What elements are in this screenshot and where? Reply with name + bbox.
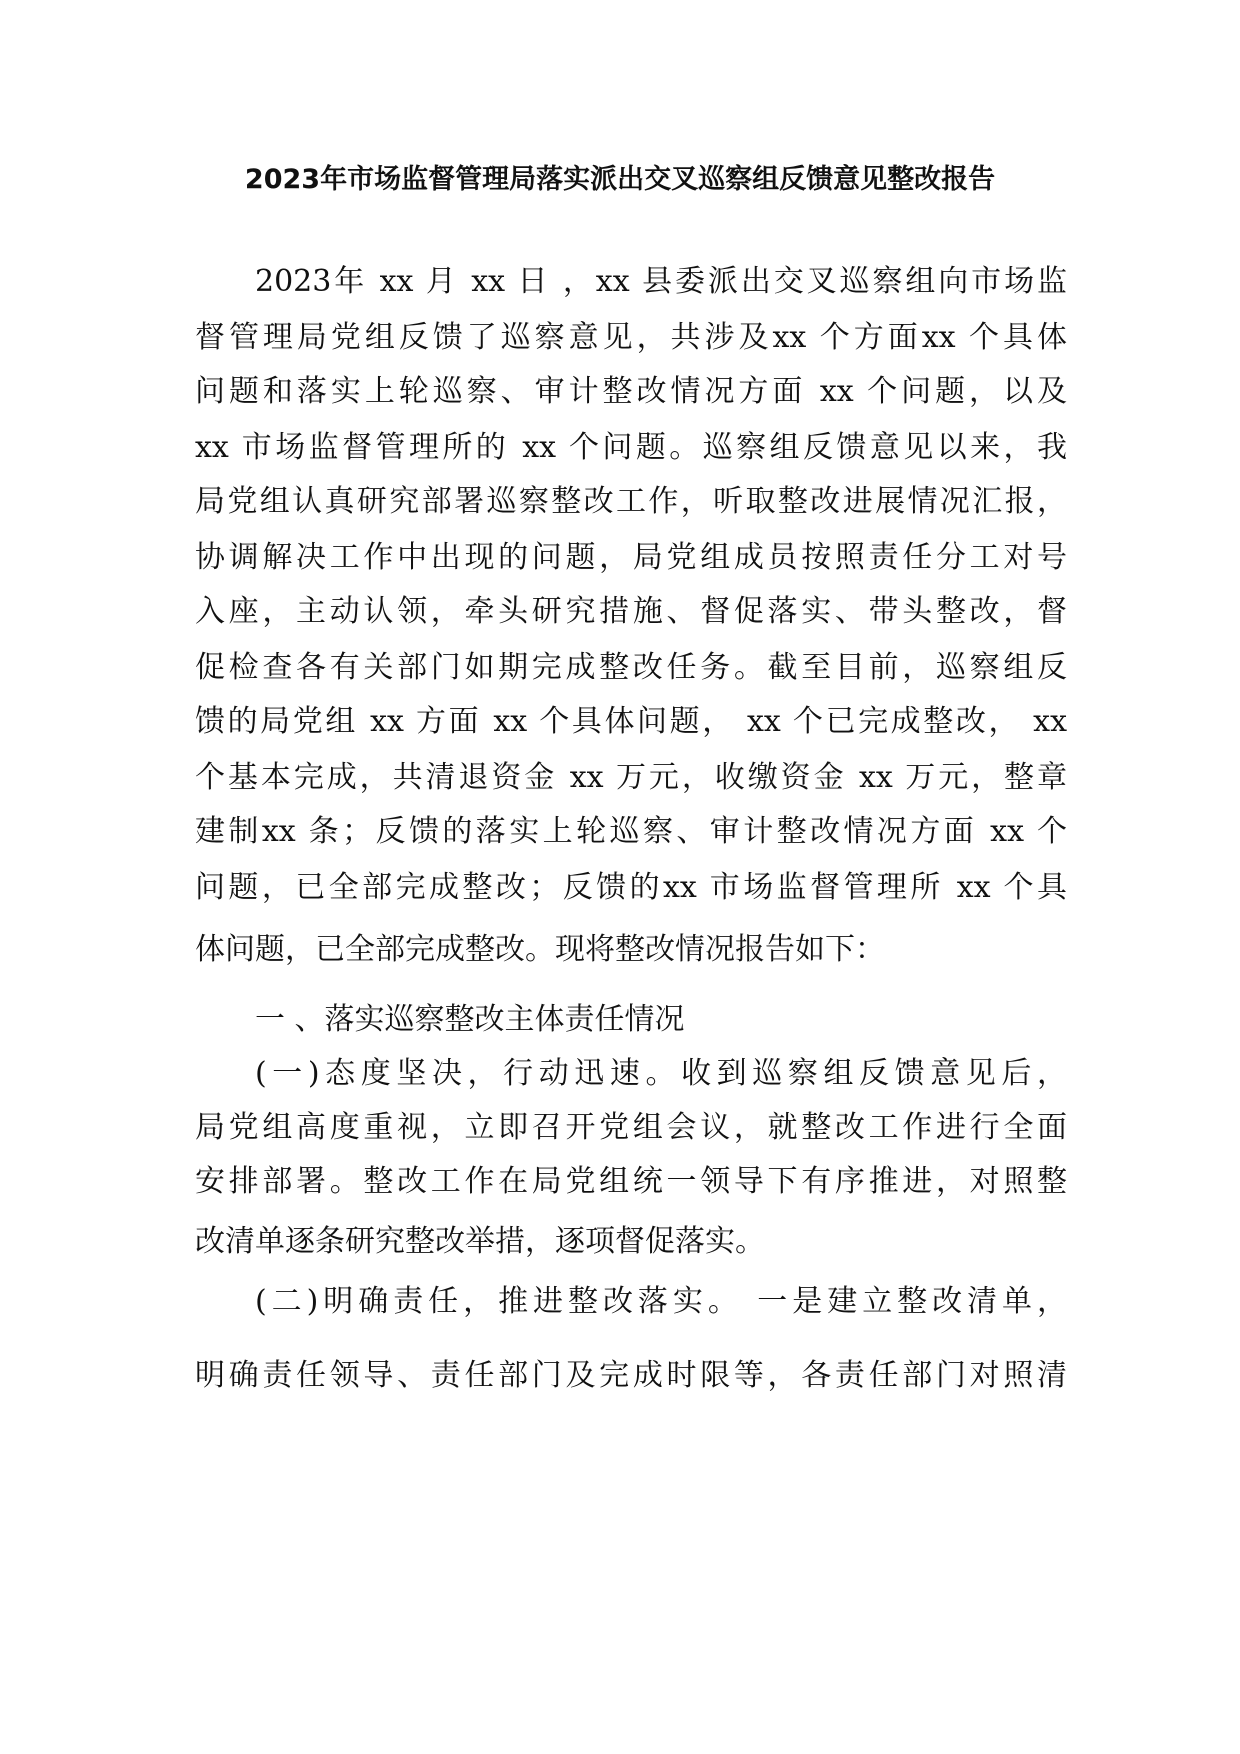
paragraph-line: 安排部署。整改工作在局党组统一领导下有序推进，对照整	[195, 1164, 1067, 1199]
paragraph-line: 促检查各有关部门如期完成整改任务。截至目前，巡察组反	[195, 650, 1067, 685]
paragraph-line: xx 市场监督管理所的 xx 个问题。巡察组反馈意见以来，我	[195, 430, 1067, 465]
paragraph-line: 局党组认真研究部署巡察整改工作，听取整改进展情况汇报，	[195, 484, 1067, 519]
paragraph-line: 入座，主动认领，牵头研究措施、督促落实、带头整改，督	[195, 594, 1067, 629]
paragraph-line: 督管理局党组反馈了巡察意见，共涉及xx 个方面xx 个具体	[195, 320, 1067, 355]
paragraph-line: 局党组高度重视，立即召开党组会议，就整改工作进行全面	[195, 1110, 1067, 1145]
paragraph-line: 明确责任领导、责任部门及完成时限等，各责任部门对照清	[195, 1358, 1067, 1393]
paragraph-line: 改清单逐条研究整改举措，逐项督促落实。	[195, 1224, 765, 1259]
paragraph-line: 协调解决工作中出现的问题，局党组成员按照责任分工对号	[195, 540, 1067, 575]
paragraph-line: 2023年 xx 月 xx 日 ，xx 县委派出交叉巡察组向市场监	[255, 264, 1067, 299]
paragraph-line: (一)态度坚决，行动迅速。收到巡察组反馈意见后，	[255, 1056, 1067, 1091]
paragraph-line: 馈的局党组 xx 方面 xx 个具体问题， xx 个已完成整改， xx	[195, 704, 1067, 739]
section-heading: 一 、落实巡察整改主体责任情况	[255, 1002, 685, 1037]
paragraph-line: (二)明确责任，推进整改落实。 一是建立整改清单，	[255, 1284, 1067, 1319]
paragraph-line: 问题，已全部完成整改；反馈的xx 市场监督管理所 xx 个具	[195, 870, 1067, 905]
paragraph-line: 建制xx 条；反馈的落实上轮巡察、审计整改情况方面 xx 个	[195, 814, 1067, 849]
paragraph-line: 体问题，已全部完成整改。现将整改情况报告如下：	[195, 932, 885, 967]
paragraph-line: 问题和落实上轮巡察、审计整改情况方面 xx 个问题，以及	[195, 374, 1067, 409]
document-title: 2023年市场监督管理局落实派出交叉巡察组反馈意见整改报告	[244, 164, 996, 195]
paragraph-line: 个基本完成，共清退资金 xx 万元，收缴资金 xx 万元，整章	[195, 760, 1067, 795]
